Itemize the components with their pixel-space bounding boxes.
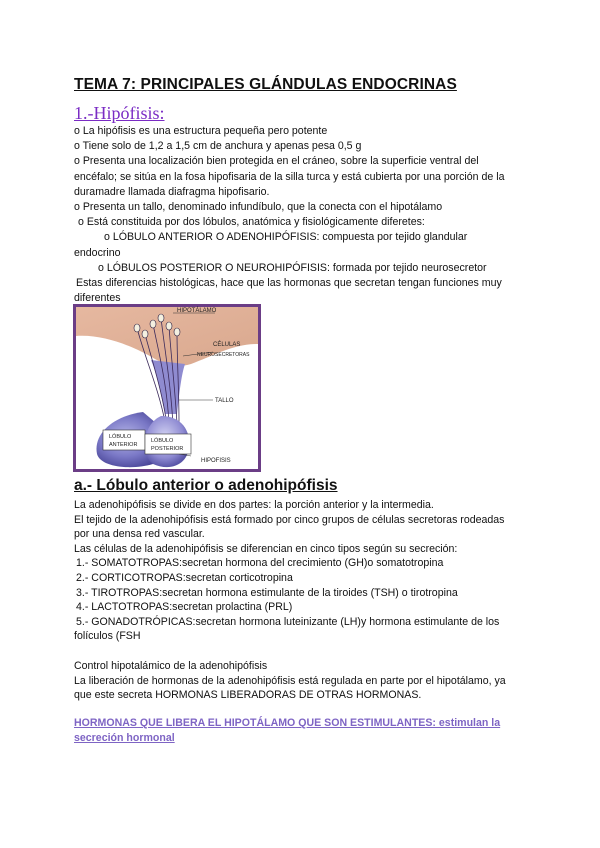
section-hipofisis-body: [74, 124, 534, 306]
label-lobulo-anterior-1: LÓBULO: [109, 434, 132, 440]
list-item: 3.- TIROTROPAS:secretan hormona estimulante de la tiroides (TSH) o tirotropina: [76, 586, 458, 599]
page-title: TEMA 7: PRINCIPALES GLÁNDULAS ENDOCRINAS: [74, 76, 457, 93]
label-neurosecretoras: NEUROSECRETORAS: [197, 352, 250, 358]
text-line: Las células de la adenohipófisis se diferencian en cinco tipos según su secreción:: [74, 542, 458, 555]
text-line: por una densa red vascular.: [74, 528, 205, 541]
text-line: encéfalo; se sitúa en la fosa hipofisaria de la silla turca y está cubierta por una porción de la: [74, 170, 505, 183]
hormones-link[interactable]: HORMONAS QUE LIBERA EL HIPOTÁLAMO QUE SON ESTIMULANTES: estimulan la secreción hormonal: [74, 717, 501, 744]
text-line: duramadre llamada diafragma hipofisario.: [74, 185, 270, 198]
pituitary-diagram: [73, 304, 261, 472]
text-line: o LÓBULO ANTERIOR O ADENOHIPÓFISIS: compuesta por tejido glandular: [104, 231, 468, 244]
spacer: [74, 644, 534, 659]
text-line: Estas diferencias histológicas, hace que las hormonas que secretan tengan funciones muy: [76, 277, 502, 290]
text-line: o Presenta una localización bien protegida en el cráneo, sobre la superficie ventral del: [74, 155, 479, 168]
label-lobulo-anterior-2: ANTERIOR: [109, 442, 138, 448]
text-line: o Tiene solo de 1,2 a 1,5 cm de anchura y apenas pesa 0,5 g: [74, 140, 362, 153]
text-line: El tejido de la adenohipófisis está formado por cinco grupos de células secretoras rodeadas: [74, 513, 505, 526]
text-line: La adenohipófisis se divide en dos partes: la porción anterior y la intermedia.: [74, 499, 434, 511]
subheading: Control hipotalámico de la adenohipófisis: [74, 659, 268, 672]
list-item: 1.- SOMATOTROPAS:secretan hormona del crecimiento (GH)o somatotropina: [76, 557, 444, 570]
label-hipotalamo: HIPOTÁLAMO: [177, 308, 217, 314]
pituitary-diagram-svg: [73, 304, 261, 472]
text-line: endocrino: [74, 246, 121, 259]
label-celulas: CÉLULAS: [213, 342, 241, 348]
text-line: o LÓBULOS POSTERIOR O NEUROHIPÓFISIS: formada por tejido neurosecretor: [98, 261, 487, 274]
label-lobulo-posterior-1: LÓBULO: [151, 438, 174, 444]
text-line: o La hipófisis es una estructura pequeña pero potente: [74, 125, 328, 137]
label-tallo: TALLO: [215, 398, 234, 404]
list-item: 4.- LACTOTROPAS:secretan prolactina (PRL): [76, 601, 293, 614]
text-line: o Está constituida por dos lóbulos, anatómica y fisiológicamente diferetes:: [78, 216, 425, 229]
text-line: folículos (FSH: [74, 630, 141, 643]
label-hipofisis: HIPOFISIS: [201, 458, 231, 464]
text-line: que este secreta HORMONAS LIBERADORAS DE OTRAS HORMONAS.: [74, 689, 422, 702]
section-adenohipofisis-body: [74, 498, 534, 703]
text-line: diferentes: [74, 292, 121, 305]
label-lobulo-posterior-2: POSTERIOR: [151, 446, 184, 452]
list-item: 5.- GONADOTRÓPICAS:secretan hormona luteinizante (LH)y hormona estimulante de los: [76, 615, 500, 628]
section-heading-adenohipofisis: a.- Lóbulo anterior o adenohipófisis: [74, 477, 338, 494]
text-line: La liberación de hormonas de la adenohipófisis está regulada en parte por el hipotálamo, ya: [74, 674, 506, 687]
text-line: o Presenta un tallo, denominado infundíbulo, que la conecta con el hipotálamo: [74, 201, 443, 214]
list-item: 2.- CORTICOTROPAS:secretan corticotropina: [76, 571, 293, 584]
section-heading-hipofisis: 1.-Hipófisis:: [74, 103, 165, 123]
